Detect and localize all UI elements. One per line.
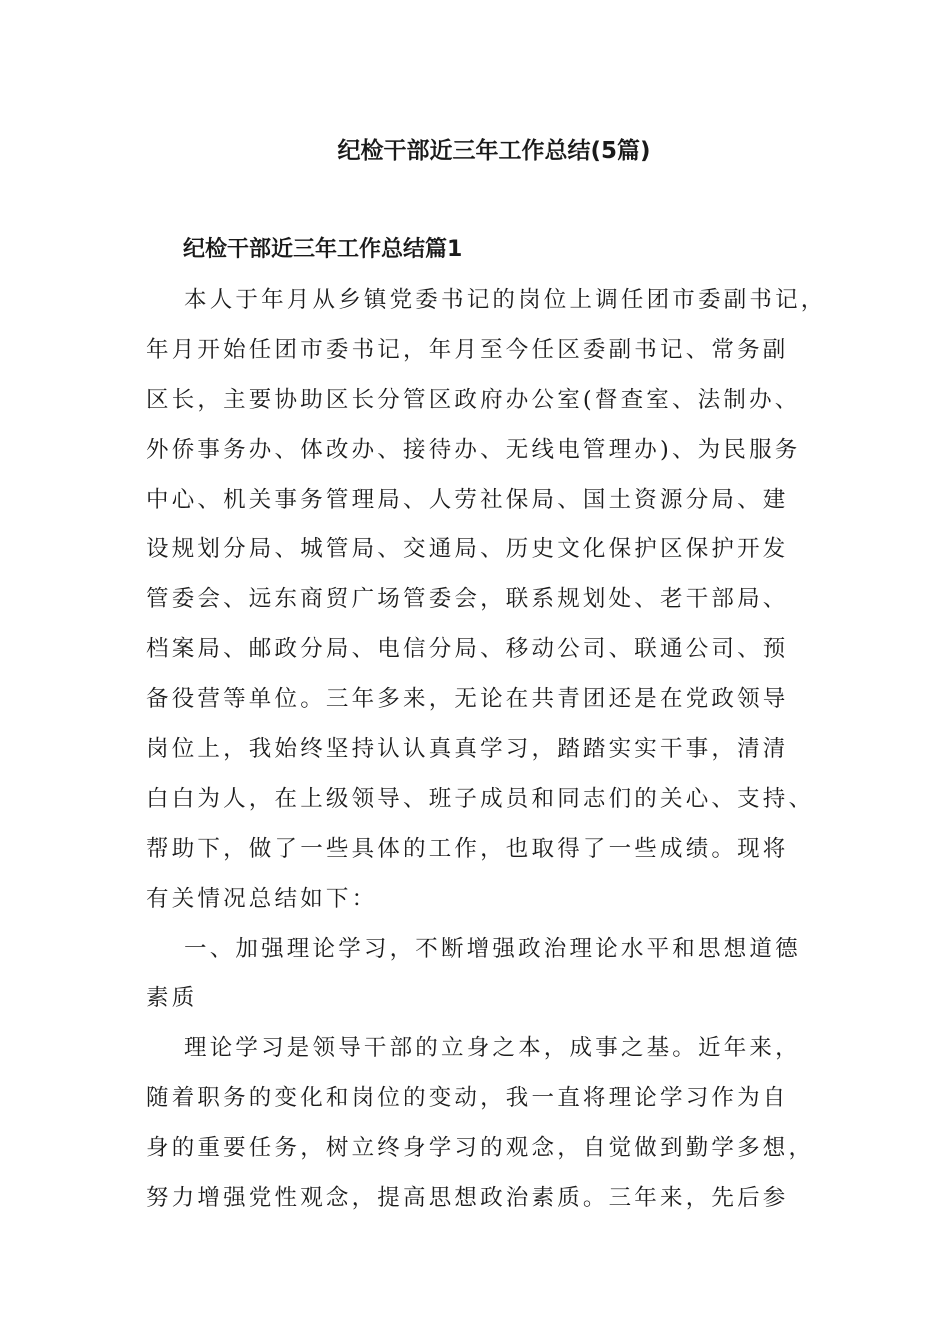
paragraph-line: 白白为人，在上级领导、班子成员和同志们的关心、支持、 [146,785,815,812]
paragraph-line: 区长，主要协助区长分管区政府办公室(督查室、法制办、 [146,386,801,413]
paragraph-line: 随着职务的变化和岗位的变动，我一直将理论学习作为自 [146,1085,789,1112]
paragraph-line: 岗位上，我始终坚持认认真真学习，踏踏实实干事，清清 [146,736,789,763]
paragraph-line: 备役营等单位。三年多来，无论在共青团还是在党政领导 [146,686,789,713]
paragraph-line: 年月开始任团市委书记，年月至今任区委副书记、常务副 [146,336,789,363]
paragraph-line: 帮助下，做了一些具体的工作，也取得了一些成绩。现将 [146,835,789,862]
paragraph-line: 本人于年月从乡镇党委书记的岗位上调任团市委副书记， [184,287,827,313]
paragraph-line: 身的重要任务，树立终身学习的观念，自觉做到勤学多想， [146,1135,815,1162]
body-text [146,276,826,1224]
subsection-heading-line: 素质 [146,985,198,1012]
subsection-heading-line: 一、加强理论学习，不断增强政治理论水平和思想道德 [184,935,801,962]
paragraph-line: 中心、机关事务管理局、人劳社保局、国土资源分局、建 [146,486,789,513]
paragraph-line: 理论学习是领导干部的立身之本，成事之基。近年来， [184,1035,801,1062]
document-title: 纪检干部近三年工作总结(5篇) [337,138,651,164]
paragraph-line: 管委会、远东商贸广场管委会，联系规划处、老干部局、 [146,586,789,613]
paragraph-line: 努力增强党性观念，提高思想政治素质。三年来，先后参 [146,1185,789,1212]
section-heading: 纪检干部近三年工作总结篇1 [183,237,463,262]
paragraph-line: 档案局、邮政分局、电信分局、移动公司、联通公司、预 [146,636,789,663]
paragraph-line: 设规划分局、城管局、交通局、历史文化保护区保护开发 [146,536,789,563]
paragraph-line: 有关情况总结如下： [146,885,378,912]
paragraph-line: 外侨事务办、体改办、接待办、无线电管理办)、为民服务 [146,436,801,463]
